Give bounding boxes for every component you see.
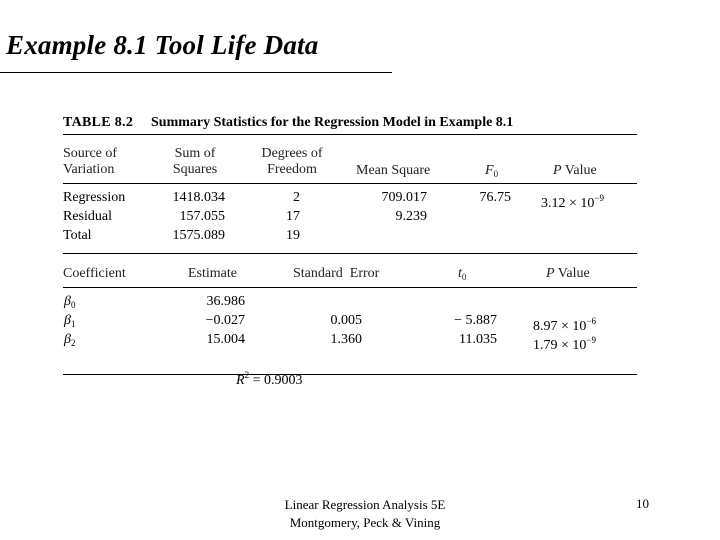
- slide-title: Example 8.1 Tool Life Data: [6, 30, 319, 60]
- hdr-coef-p-value: P Value: [546, 266, 590, 281]
- rule-anova-bottom: [63, 253, 637, 254]
- coef-t0: 11.035: [459, 332, 497, 347]
- coef-symbol: $\beta_2$: [64, 332, 76, 348]
- rule-coef-header: [63, 287, 637, 288]
- coef-se: 0.005: [330, 313, 362, 328]
- footer-credit: [230, 496, 500, 532]
- hdr-estimate: Estimate: [188, 266, 237, 281]
- hdr-ms: Mean Square: [356, 163, 431, 178]
- coef-estimate: 15.004: [206, 332, 245, 347]
- title-underline: [0, 72, 392, 73]
- rule-table-bottom: [63, 374, 637, 375]
- coef-p: $8.97 \times 10^{-6}$: [533, 316, 596, 334]
- anova-row-df: 19: [286, 228, 300, 243]
- anova-row-df: 17: [286, 209, 300, 224]
- coef-p: $1.79 \times 10^{-9}$: [533, 335, 596, 353]
- hdr-f0: $F_0$: [485, 163, 499, 179]
- hdr-t0: $t_0$: [458, 266, 467, 282]
- rule-anova-header: [63, 183, 637, 184]
- anova-row-source: Total: [63, 228, 92, 243]
- hdr-df: Degrees of Freedom: [261, 146, 323, 177]
- anova-row-ms: 9.239: [395, 209, 427, 224]
- coef-symbol: $\beta_0$: [64, 294, 76, 310]
- footer-authors: Montgomery, Peck & Vining: [289, 515, 441, 530]
- anova-row-p: $3.12 \times 10^{-9}$: [541, 193, 604, 211]
- table-caption-text: Summary Statistics for the Regression Model in Example 8.1: [151, 115, 514, 130]
- anova-row-ss: 1575.089: [172, 228, 225, 243]
- footer-book-title: Linear Regression Analysis 5E: [284, 497, 446, 512]
- coef-se: 1.360: [330, 332, 362, 347]
- coef-estimate: −0.027: [205, 313, 245, 328]
- summary-table: [63, 112, 637, 135]
- anova-row-ms: 709.017: [381, 190, 427, 205]
- page-number: 10: [636, 496, 649, 511]
- anova-row-source: Residual: [63, 209, 112, 224]
- hdr-standard-error: Standard Error: [293, 266, 380, 281]
- coef-estimate: 36.986: [206, 294, 245, 309]
- table-label: TABLE 8.2: [63, 115, 134, 130]
- anova-row-source: Regression: [63, 190, 126, 205]
- rule-top: [63, 134, 637, 135]
- anova-row-f0: 76.75: [479, 190, 511, 205]
- hdr-source: Source of Variation: [63, 146, 118, 177]
- table-caption: [63, 112, 637, 134]
- hdr-ss: Sum of Squares: [172, 146, 218, 177]
- hdr-p-value: P Value: [553, 163, 597, 178]
- hdr-coefficient: Coefficient: [63, 266, 126, 281]
- coef-symbol: $\beta_1$: [64, 313, 76, 329]
- anova-row-df: 2: [293, 190, 300, 205]
- anova-row-ss: 1418.034: [172, 190, 225, 205]
- anova-row-ss: 157.055: [179, 209, 225, 224]
- r-squared: $R^2 = 0.9003$: [236, 370, 303, 388]
- coef-t0: − 5.887: [454, 313, 497, 328]
